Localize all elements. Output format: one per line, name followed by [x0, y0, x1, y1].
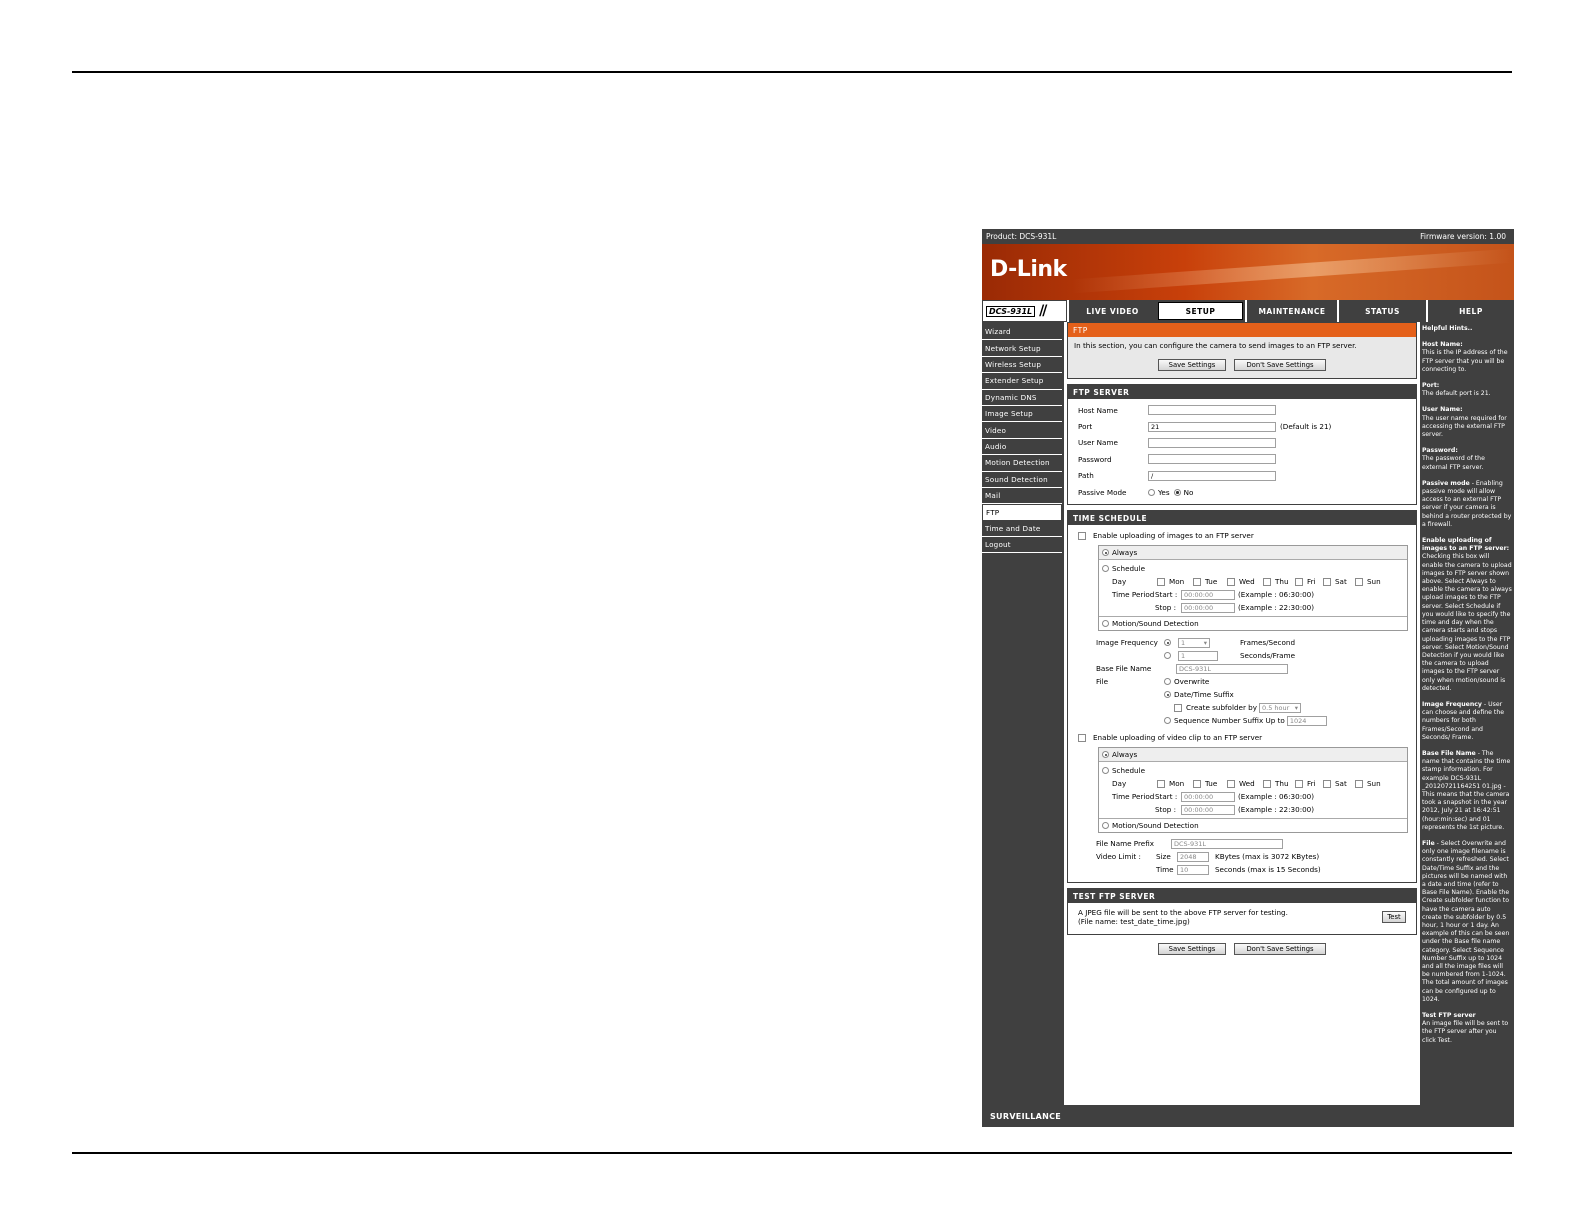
passive-mode-label: Passive Mode: [1078, 487, 1127, 497]
video-day-mon-checkbox[interactable]: [1157, 780, 1165, 788]
passive-mode-row: [1068, 484, 1416, 500]
video-limit-label: Video Limit :: [1096, 852, 1141, 862]
time-label: Time: [1156, 865, 1174, 875]
user-name-row: [1068, 435, 1416, 451]
image-day-sun-checkbox[interactable]: [1355, 578, 1363, 586]
video-options: [1068, 833, 1416, 876]
file-name-prefix-label: File Name Prefix: [1096, 839, 1155, 849]
test-ftp-section: [1067, 888, 1417, 935]
tab-live-video[interactable]: LIVE VIDEO: [1067, 300, 1156, 322]
fps-select[interactable]: [1178, 638, 1210, 648]
hint-frequency-title: Image Frequency: [1422, 700, 1482, 708]
tab-maintenance[interactable]: MAINTENANCE: [1245, 300, 1337, 322]
video-day-row: [1102, 777, 1404, 790]
enable-images-label: Enable uploading of images to an FTP server: [1093, 531, 1254, 541]
user-name-input[interactable]: [1148, 438, 1276, 448]
video-time-period-label: Time Period: [1112, 792, 1155, 802]
image-day-sun-label: Sun: [1367, 577, 1381, 587]
hint-file-text: - Select Overwrite and only one image filename is constantly refreshed. Select Date/Time Suffix and the pictures will be named with a date and time (refer to Base File Name). Enable the Create subfolder function to have the camera auto create the subfolder by 0.5 hour, 1 hour or 1 day. An example of this can be seen under the Base file name category. Select Sequence Number Suffix up to 1024 and all the image files will be numbered from 1-1024. The total amount of images can be configured up to 1024.: [1422, 839, 1510, 1003]
save-settings-bottom-button[interactable]: Save Settings: [1158, 943, 1226, 955]
host-name-input[interactable]: [1148, 405, 1276, 415]
spf-row: [1096, 649, 1416, 662]
image-frequency-label: Image Frequency: [1096, 638, 1158, 648]
subfolder-label: Create subfolder by: [1186, 703, 1257, 713]
sidebar-item-time-and-date[interactable]: Time and Date: [982, 521, 1062, 537]
dlink-logo: D-Link: [990, 257, 1067, 282]
sidebar-item-extender-setup[interactable]: Extender Setup: [982, 373, 1062, 389]
hint-port-title: Port:: [1422, 382, 1440, 390]
video-day-fri-label: Fri: [1307, 779, 1316, 789]
dont-save-settings-bottom-button[interactable]: Don't Save Settings: [1234, 943, 1326, 955]
chevron-down-icon: ▾: [1203, 638, 1207, 647]
image-schedule-label: Schedule: [1112, 564, 1146, 574]
video-day-sat-checkbox[interactable]: [1323, 780, 1331, 788]
password-input[interactable]: [1148, 454, 1276, 464]
subfolder-row: [1096, 701, 1416, 714]
image-start-input[interactable]: 00:00:00: [1181, 590, 1235, 600]
image-day-thu-label: Thu: [1275, 577, 1289, 587]
sidebar-item-sound-detection[interactable]: Sound Detection: [982, 472, 1062, 488]
chevron-down-icon: ▾: [1294, 703, 1298, 712]
video-motion-radio[interactable]: [1102, 822, 1109, 829]
top-bar: [982, 229, 1514, 244]
video-schedule-radio[interactable]: [1102, 767, 1109, 774]
image-start-example: (Example : 06:30:00): [1238, 590, 1315, 600]
image-day-sat-checkbox[interactable]: [1323, 578, 1331, 586]
bottom-buttons: [1067, 943, 1417, 955]
image-schedule-row: [1102, 562, 1404, 575]
size-label: Size: [1156, 852, 1171, 862]
subfolder-select[interactable]: [1259, 703, 1301, 713]
image-day-tue-label: Tue: [1205, 577, 1218, 587]
base-file-name-row: [1096, 662, 1416, 675]
subfolder-checkbox[interactable]: [1174, 704, 1182, 712]
model-badge-label: DCS-931L: [986, 306, 1035, 317]
dont-save-settings-button[interactable]: Don't Save Settings: [1234, 359, 1326, 371]
path-input[interactable]: /: [1148, 471, 1276, 481]
image-day-wed-label: Wed: [1239, 577, 1255, 587]
ftp-title: FTP: [1068, 323, 1416, 337]
video-motion-row: [1099, 819, 1407, 832]
camera-web-ui-screenshot: [982, 229, 1514, 1137]
path-label: Path: [1078, 471, 1094, 481]
tab-status[interactable]: STATUS: [1337, 300, 1426, 322]
password-row: [1068, 451, 1416, 467]
video-day-sun-checkbox[interactable]: [1355, 780, 1363, 788]
datetime-suffix-radio[interactable]: [1164, 691, 1171, 698]
video-schedule-box: [1098, 747, 1408, 833]
port-label: Port: [1078, 422, 1093, 432]
sequence-suffix-row: [1096, 714, 1416, 727]
enable-video-checkbox[interactable]: [1078, 734, 1086, 742]
image-motion-label: Motion/Sound Detection: [1112, 619, 1199, 629]
hint-file-title: File: [1422, 839, 1435, 847]
image-day-mon-label: Mon: [1169, 577, 1185, 587]
time-schedule-title: TIME SCHEDULE: [1068, 511, 1416, 525]
hint-test-title: Test FTP server: [1422, 1012, 1476, 1020]
product-label: Product: DCS-931L: [986, 232, 1057, 241]
ftp-top-buttons: [1074, 359, 1410, 371]
test-ftp-title: TEST FTP SERVER: [1068, 889, 1416, 903]
image-day-sat-label: Sat: [1335, 577, 1347, 587]
time-note: Seconds (max is 15 Seconds): [1215, 865, 1321, 875]
overwrite-label: Overwrite: [1174, 677, 1210, 687]
enable-video-row: [1068, 731, 1416, 744]
video-day-sat-label: Sat: [1335, 779, 1347, 789]
ftp-server-section: [1067, 384, 1417, 505]
port-row: [1068, 418, 1416, 434]
image-day-mon-checkbox[interactable]: [1157, 578, 1165, 586]
video-day-sun-label: Sun: [1367, 779, 1381, 789]
video-time-row: [1096, 863, 1416, 876]
hint-frequency-text: - User can choose and define the numbers for both Frames/Second and Seconds/ Frame.: [1422, 700, 1505, 741]
image-start-row: [1102, 588, 1404, 601]
sidebar-item-image-setup[interactable]: Image Setup: [982, 406, 1062, 422]
video-day-wed-checkbox[interactable]: [1227, 780, 1235, 788]
hint-passive-text: - Enabling passive mode will allow access to an external FTP server if your camera is behind a router protected by a firewall.: [1422, 479, 1512, 528]
main-nav: [982, 300, 1514, 322]
user-name-label: User Name: [1078, 438, 1118, 448]
ftp-server-title: FTP SERVER: [1068, 385, 1416, 399]
passive-yes-label: Yes: [1158, 487, 1170, 497]
save-settings-button[interactable]: Save Settings: [1158, 359, 1226, 371]
video-start-row: [1102, 790, 1404, 803]
sequence-suffix-radio[interactable]: [1164, 717, 1171, 724]
hint-user-text: The user name required for accessing the external FTP server.: [1422, 414, 1507, 439]
enable-images-checkbox[interactable]: [1078, 532, 1086, 540]
image-day-fri-label: Fri: [1307, 577, 1316, 587]
image-motion-row: [1099, 617, 1407, 630]
sidebar-item-mail[interactable]: Mail: [982, 488, 1062, 504]
ftp-intro-text: In this section, you can configure the camera to send images to an FTP server.: [1074, 341, 1357, 350]
spf-radio[interactable]: [1164, 652, 1171, 659]
top-rule: [72, 71, 1512, 73]
test-button[interactable]: Test: [1382, 911, 1406, 923]
video-day-wed-label: Wed: [1239, 779, 1255, 789]
video-size-row: [1096, 850, 1416, 863]
file-name-prefix-row: [1096, 837, 1416, 850]
sequence-suffix-input[interactable]: 1024: [1287, 716, 1327, 726]
sidebar-item-audio[interactable]: Audio: [982, 439, 1062, 455]
video-schedule-row: [1102, 764, 1404, 777]
path-row: [1068, 468, 1416, 484]
footer-label: SURVEILLANCE: [990, 1112, 1062, 1121]
port-note: (Default is 21): [1280, 422, 1332, 432]
video-always-row: [1099, 748, 1407, 762]
subfolder-value: 0.5 hour: [1262, 703, 1290, 712]
passive-yes-radio[interactable]: [1148, 489, 1155, 496]
model-badge: [982, 300, 1067, 322]
image-day-tue-checkbox[interactable]: [1193, 578, 1201, 586]
video-day-thu-label: Thu: [1275, 779, 1289, 789]
enable-video-label: Enable uploading of video clip to an FTP server: [1093, 733, 1263, 743]
spf-unit-label: Seconds/Frame: [1240, 651, 1296, 661]
file-name-prefix-input[interactable]: DCS-931L: [1171, 839, 1283, 849]
host-name-row: [1068, 402, 1416, 418]
sidebar-item-video[interactable]: Video: [982, 422, 1062, 438]
banner-streak: [1072, 249, 1512, 294]
port-input[interactable]: 21: [1148, 422, 1276, 432]
tab-setup[interactable]: SETUP: [1156, 300, 1245, 322]
video-day-label: Day: [1112, 779, 1127, 789]
hints-title: Helpful Hints..: [1422, 325, 1473, 332]
image-always-label: Always: [1112, 548, 1138, 558]
image-time-period-label: Time Period: [1112, 590, 1155, 600]
image-day-wed-checkbox[interactable]: [1227, 578, 1235, 586]
hint-test-text: An image file will be sent to the FTP server after you click Test.: [1422, 1020, 1509, 1044]
hint-base-title: Base File Name: [1422, 749, 1476, 757]
image-always-radio[interactable]: [1102, 549, 1109, 556]
datetime-suffix-label: Date/Time Suffix: [1174, 690, 1234, 700]
slash-decoration-icon: //: [1039, 303, 1046, 319]
passive-no-label: No: [1183, 487, 1194, 497]
tab-help[interactable]: HELP: [1426, 300, 1514, 322]
hint-user-title: User Name:: [1422, 406, 1463, 414]
datetime-suffix-row: [1096, 688, 1416, 701]
video-day-fri-checkbox[interactable]: [1295, 780, 1303, 788]
test-ftp-text: [1078, 908, 1288, 926]
video-motion-label: Motion/Sound Detection: [1112, 821, 1199, 831]
video-day-thu-checkbox[interactable]: [1263, 780, 1271, 788]
sidebar-item-wizard[interactable]: Wizard: [982, 324, 1062, 340]
sidebar-item-dynamic-dns[interactable]: Dynamic DNS: [982, 390, 1062, 406]
image-stop-label: Stop :: [1155, 603, 1177, 613]
ftp-intro-section: [1067, 322, 1417, 379]
spf-input[interactable]: 1: [1178, 651, 1218, 661]
image-stop-row: [1102, 601, 1404, 614]
video-start-label: Start :: [1155, 792, 1178, 802]
base-file-name-input[interactable]: DCS-931L: [1176, 664, 1288, 674]
helpful-hints-panel: [1420, 322, 1514, 1105]
file-label: File: [1096, 677, 1109, 687]
password-label: Password: [1078, 454, 1112, 464]
image-day-label: Day: [1112, 577, 1127, 587]
sequence-suffix-label: Sequence Number Suffix Up to: [1174, 716, 1285, 726]
file-overwrite-row: [1096, 675, 1416, 688]
sidebar-item-logout[interactable]: Logout: [982, 537, 1062, 553]
fps-value: 1: [1181, 638, 1186, 647]
video-day-tue-label: Tue: [1205, 779, 1218, 789]
overwrite-radio[interactable]: [1164, 678, 1171, 685]
video-stop-example: (Example : 22:30:00): [1238, 805, 1315, 815]
test-ftp-line2: (File name: test_date_time.jpg): [1078, 917, 1190, 927]
size-note: KBytes (max is 3072 KBytes): [1215, 852, 1320, 862]
sidebar-item-motion-detection[interactable]: Motion Detection: [982, 455, 1062, 471]
hint-host-text: This is the IP address of the FTP server that you will be connecting to.: [1422, 349, 1508, 373]
time-schedule-section: [1067, 510, 1417, 883]
image-frequency-row: [1096, 636, 1416, 649]
image-day-thu-checkbox[interactable]: [1263, 578, 1271, 586]
hint-passive-title: Passive mode: [1422, 479, 1470, 487]
sidebar-item-wireless-setup[interactable]: Wireless Setup: [982, 357, 1062, 373]
sidebar-item-network-setup[interactable]: Network Setup: [982, 340, 1062, 356]
bottom-rule: [72, 1152, 1512, 1154]
brand-banner: [982, 244, 1514, 300]
image-always-row: [1099, 546, 1407, 560]
main-content: [1067, 322, 1417, 955]
image-start-label: Start :: [1155, 590, 1178, 600]
video-stop-row: [1102, 803, 1404, 816]
image-schedule-box: [1098, 545, 1408, 631]
image-stop-example: (Example : 22:30:00): [1238, 603, 1315, 613]
hint-password-title: Password:: [1422, 447, 1458, 455]
image-motion-radio[interactable]: [1102, 620, 1109, 627]
image-schedule-radio[interactable]: [1102, 565, 1109, 572]
hint-base-text: - The name that contains the time stamp information. For example DCS-931L _20120721164251 01.jpg - This means that the camera took a snapshot in the year 2012, July 21 at 16:42:51 (hour:min:sec) and 01 represents the 1st picture.: [1422, 749, 1511, 831]
video-always-label: Always: [1112, 750, 1138, 760]
hint-password-text: The password of the external FTP server.: [1422, 455, 1485, 471]
video-stop-input[interactable]: 00:00:00: [1181, 805, 1235, 815]
size-input[interactable]: 2048: [1177, 852, 1209, 862]
hint-enable-title: Enable uploading of images to an FTP server:: [1422, 537, 1510, 553]
passive-no-radio[interactable]: [1174, 489, 1181, 496]
video-start-example: (Example : 06:30:00): [1238, 792, 1315, 802]
video-stop-label: Stop :: [1155, 805, 1177, 815]
video-always-radio[interactable]: [1102, 751, 1109, 758]
test-ftp-line1: A JPEG file will be sent to the above FTP server for testing.: [1078, 908, 1288, 918]
fps-unit-label: Frames/Second: [1240, 638, 1296, 648]
hint-enable-text: Checking this box will enable the camera to upload images to FTP server shown above. Select Always to enable the camera to always upload images to the FTP server. Select Schedule if you would like to specify the time and day when the camera starts and stops uploading images to the FTP server. Select Motion/Sound Detection if you would like the camera to upload images to the FTP server only when motion/sound is detected.: [1422, 553, 1512, 692]
image-stop-input[interactable]: 00:00:00: [1181, 603, 1235, 613]
sidebar: [982, 322, 1064, 1105]
ftp-intro-body: [1068, 337, 1416, 378]
base-file-name-label: Base File Name: [1096, 664, 1152, 674]
video-day-mon-label: Mon: [1169, 779, 1185, 789]
image-day-row: [1102, 575, 1404, 588]
image-options: [1068, 631, 1416, 727]
hint-host-title: Host Name:: [1422, 341, 1463, 349]
time-input[interactable]: 10: [1177, 865, 1209, 875]
video-day-tue-checkbox[interactable]: [1193, 780, 1201, 788]
host-name-label: Host Name: [1078, 405, 1118, 415]
video-start-input[interactable]: 00:00:00: [1181, 792, 1235, 802]
firmware-label: Firmware version: 1.00: [1420, 232, 1506, 241]
sidebar-item-ftp[interactable]: FTP: [982, 504, 1062, 520]
image-day-fri-checkbox[interactable]: [1295, 578, 1303, 586]
video-schedule-label: Schedule: [1112, 766, 1146, 776]
footer-bar: [982, 1105, 1514, 1127]
enable-images-row: [1068, 529, 1416, 542]
fps-radio[interactable]: [1164, 639, 1171, 646]
hint-port-text: The default port is 21.: [1422, 390, 1491, 398]
